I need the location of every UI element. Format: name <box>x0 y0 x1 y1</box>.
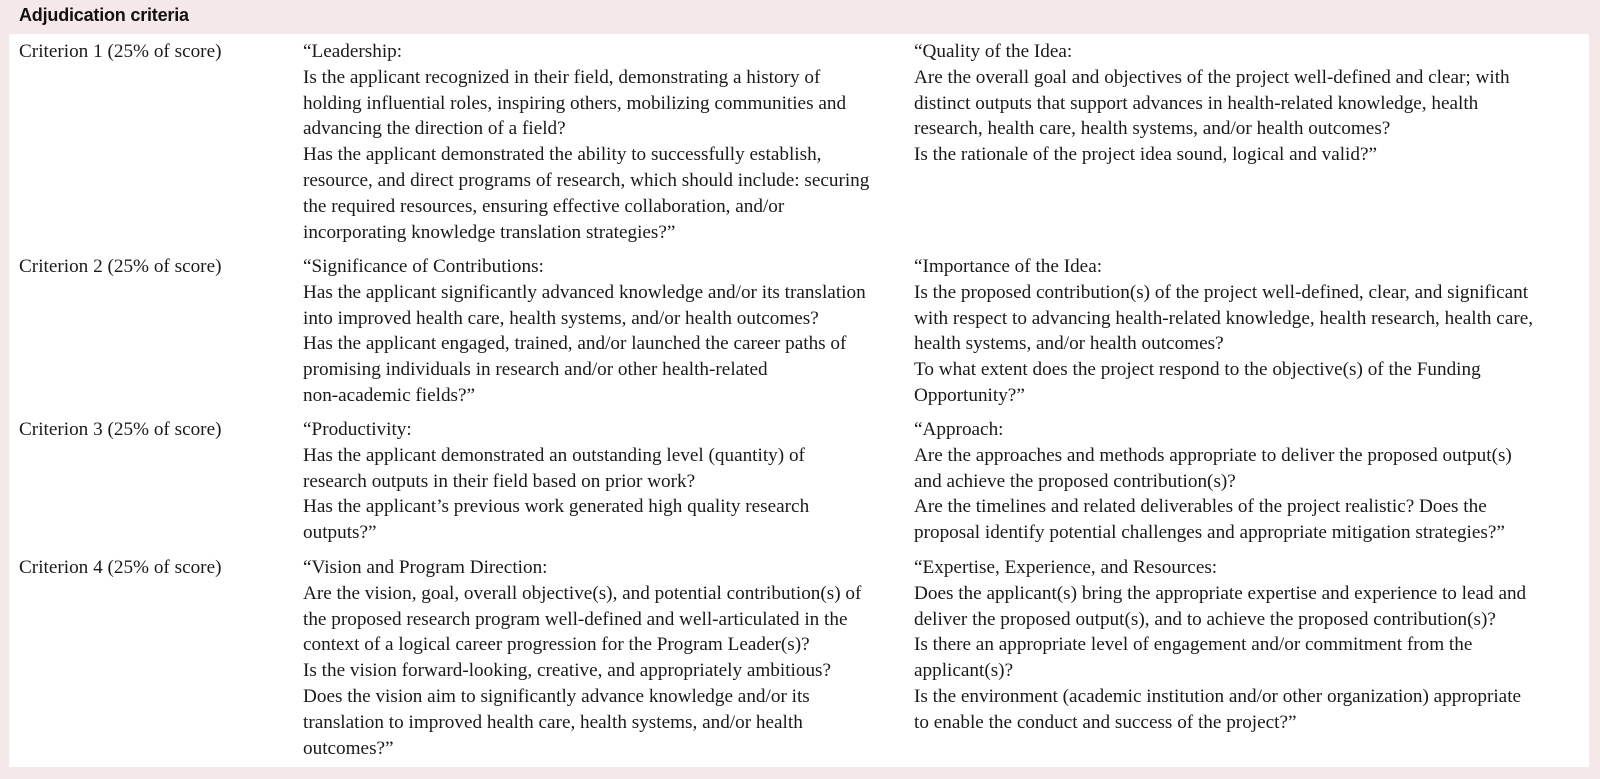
criterion-label: Criterion 4 (25% of score) <box>19 557 222 578</box>
text-line: To what extent does the project respond to the objective(s) of the Funding <box>914 359 1481 381</box>
text-line: Does the applicant(s) bring the appropriate expertise and experience to lead and <box>914 582 1527 604</box>
text-line: research, health care, health systems, and/or health outcomes? <box>914 118 1391 140</box>
table-body <box>9 34 1589 767</box>
text-line: Has the applicant’s previous work generated high quality research <box>303 496 810 518</box>
criterion-label: Criterion 3 (25% of score) <box>19 419 222 440</box>
text-line: distinct outputs that support advances in health-related knowledge, health <box>914 92 1479 114</box>
text-line: Opportunity?” <box>914 384 1025 406</box>
researcher-criterion-text <box>303 417 893 546</box>
text-line: “Quality of the Idea: <box>914 41 1073 62</box>
text-line: to enable the conduct and success of the project?” <box>914 711 1297 733</box>
text-line: “Productivity: <box>303 419 412 440</box>
criterion-label: Criterion 2 (25% of score) <box>19 256 222 277</box>
text-line: Is the vision forward-looking, creative, and appropriately ambitious? <box>303 660 832 682</box>
text-line: Is there an appropriate level of engagement and/or commitment from the <box>914 634 1473 656</box>
text-line: Has the applicant significantly advanced knowledge and/or its translation <box>303 281 866 303</box>
text-line: Has the applicant demonstrated the ability to successfully establish, <box>303 144 822 166</box>
text-line: deliver the proposed output(s), and to achieve the proposed contribution(s)? <box>914 608 1496 630</box>
text-line: research outputs in their field based on prior work? <box>303 470 696 492</box>
text-line: Is the environment (academic institution and/or other organization) appropriate <box>914 685 1522 707</box>
project-criterion-text <box>914 39 1584 168</box>
text-line: holding influential roles, inspiring others, mobilizing communities and <box>303 92 847 114</box>
text-line: Has the applicant demonstrated an outstanding level (quantity) of <box>303 444 805 466</box>
text-line: Are the timelines and related deliverables of the project realistic? Does the <box>914 496 1487 518</box>
text-line: context of a logical career progression for the Program Leader(s)? <box>303 634 810 656</box>
text-line: “Vision and Program Direction: <box>303 557 548 578</box>
text-line: health systems, and/or health outcomes? <box>914 333 1224 355</box>
text-line: “Approach: <box>914 419 1004 440</box>
text-line: the proposed research program well-defined and well-articulated in the <box>303 608 848 630</box>
text-line: “Leadership: <box>303 41 403 62</box>
text-line: promising individuals in research and/or other health-related <box>303 359 768 381</box>
text-line: and achieve the proposed contribution(s)? <box>914 470 1236 492</box>
text-line: “Importance of the Idea: <box>914 256 1103 277</box>
project-criterion-text <box>914 254 1584 409</box>
text-line: Are the overall goal and objectives of the project well-defined and clear; with <box>914 66 1510 88</box>
text-line: outcomes?” <box>303 737 394 759</box>
text-line: outputs?” <box>303 522 377 544</box>
project-criterion-text <box>914 555 1584 736</box>
researcher-criterion-text <box>303 254 893 409</box>
text-line: incorporating knowledge translation strategies?” <box>303 221 676 243</box>
text-line: Are the approaches and methods appropriate to deliver the proposed output(s) <box>914 444 1512 466</box>
text-line: Are the vision, goal, overall objective(s), and potential contribution(s) of <box>303 582 862 604</box>
text-line: resource, and direct programs of research, which should include: securing <box>303 169 870 191</box>
text-line: with respect to advancing health-related knowledge, health research, health care, <box>914 307 1534 329</box>
text-line: Is the rationale of the project idea sound, logical and valid?” <box>914 144 1377 166</box>
text-line: advancing the direction of a field? <box>303 118 566 140</box>
text-line: Is the proposed contribution(s) of the project well-defined, clear, and significant <box>914 281 1529 303</box>
text-line: translation to improved health care, health systems, and/or health <box>303 711 803 733</box>
researcher-criterion-text <box>303 39 893 245</box>
text-line: Is the applicant recognized in their field, demonstrating a history of <box>303 66 821 88</box>
text-line: applicant(s)? <box>914 660 1014 682</box>
text-line: non-academic fields?” <box>303 384 476 406</box>
text-line: Does the vision aim to significantly advance knowledge and/or its <box>303 685 810 707</box>
project-criterion-text <box>914 417 1584 546</box>
text-line: the required resources, ensuring effective collaboration, and/or <box>303 195 785 217</box>
researcher-criterion-text <box>303 555 893 761</box>
table-title: Adjudication criteria <box>19 5 189 25</box>
text-line: “Significance of Contributions: <box>303 256 544 277</box>
criterion-label: Criterion 1 (25% of score) <box>19 41 222 62</box>
text-line: into improved health care, health systems, and/or health outcomes? <box>303 307 819 329</box>
text-line: “Expertise, Experience, and Resources: <box>914 557 1218 578</box>
text-line: proposal identify potential challenges and appropriate mitigation strategies?” <box>914 522 1505 544</box>
text-line: Has the applicant engaged, trained, and/or launched the career paths of <box>303 333 847 355</box>
